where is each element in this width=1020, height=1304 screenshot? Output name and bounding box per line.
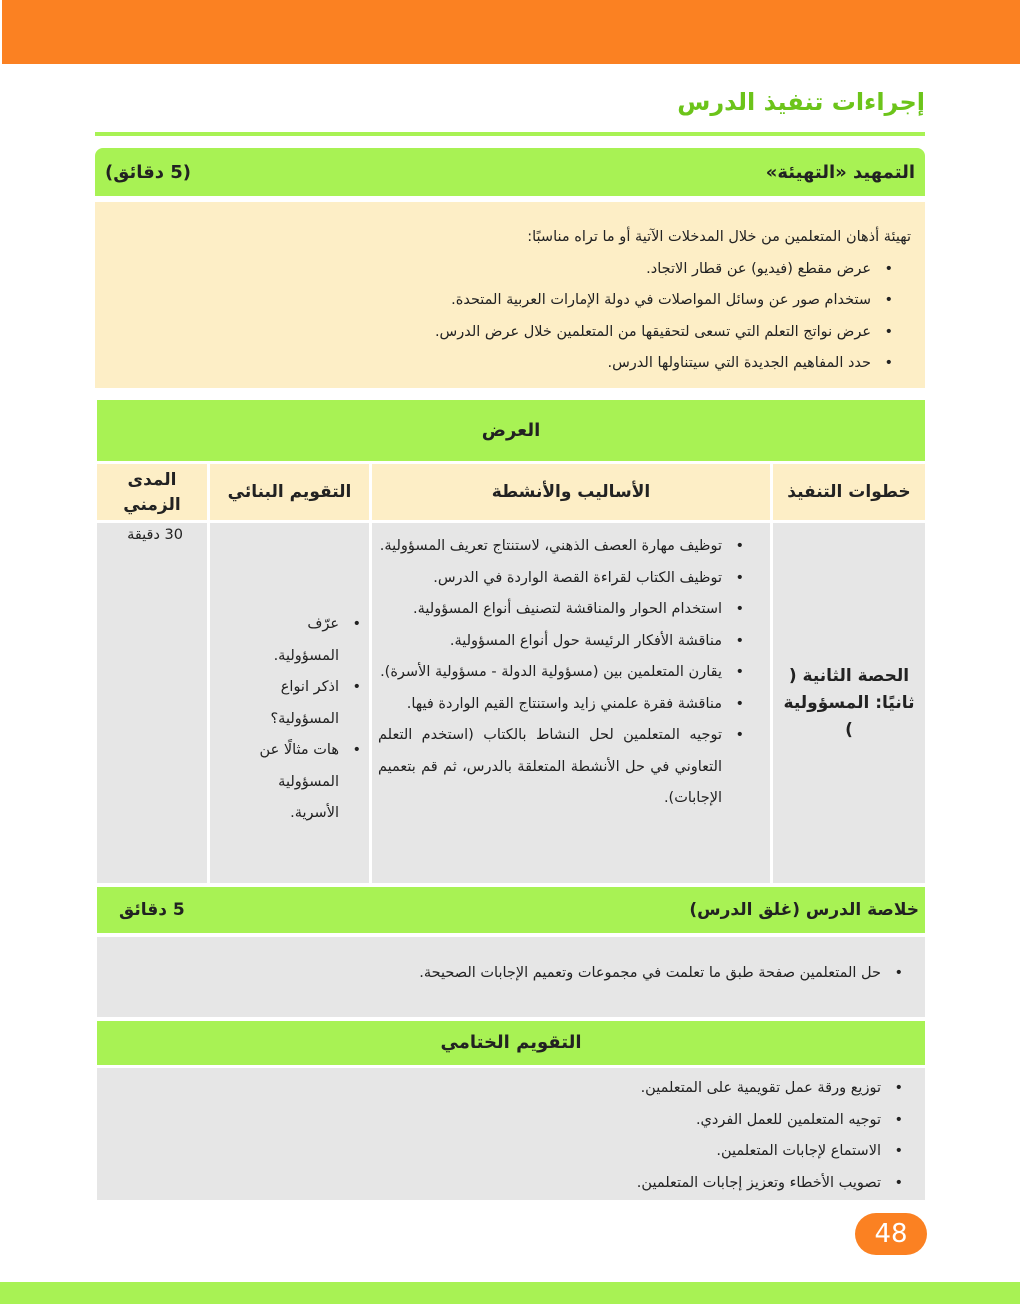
title-underline [95,132,925,136]
list-item: • استخدام الحوار والمناقشة لتصنيف أنواع المسؤولية. [378,594,748,626]
step-cell [773,523,925,883]
list-item: • عرّف المسؤولية. [240,609,365,672]
col-header-duration: المدى الزمني [97,464,207,520]
intro-header [95,148,925,196]
list-item: • اذكر انواع المسؤولية؟ [240,672,365,735]
duration-value: 30 دقيقة [127,527,183,543]
list-item: • مناقشة الأفكار الرئيسة حول أنواع المسؤولية. [378,626,748,658]
assessment-cell [210,523,369,883]
list-item: • حل المتعلمين صفحة طبق ما تعلمت في مجموعات وتعميم الإجابات الصحيحة. [97,965,907,981]
list-item: • توجيه المتعلمين للعمل الفردي. [97,1105,907,1137]
top-orange-bar [2,0,1020,64]
presentation-header: العرض [97,400,925,461]
list-item: • توظيف الكتاب لقراءة القصة الواردة في الدرس. [378,563,748,595]
list-item: • توجيه المتعلمين لحل النشاط بالكتاب (استخدم التعلم التعاوني في حل الأنشطة المتعلقة بالدرس، ثم قم بتعميم الإجابات). [378,720,748,815]
intro-duration: (5 دقائق) [105,161,192,183]
list-item: • يقارن المتعلمين بين (مسؤولية الدولة - مسؤولية الأسرة). [378,657,748,689]
col-header-assessment: التقويم البنائي [210,464,369,520]
intro-lead: تهيئة أذهان المتعلمين من خلال المدخلات الآتية أو ما تراه مناسبًا: [527,229,911,245]
page-number: 48 [855,1213,927,1255]
summary-header [97,887,925,933]
duration-cell [97,523,207,883]
list-item: • عرض مقطع (فيديو) عن قطار الاتجاد. [115,254,897,286]
list-item: • الاستماع لإجابات المتعلمين. [97,1136,907,1168]
summary-box [97,937,925,1017]
list-item: • توزيع ورقة عمل تقويمية على المتعلمين. [97,1073,907,1105]
step-label: الحصة الثانية ( ثانيًا: المسؤولية ) [783,665,915,740]
col-header-steps: خطوات التنفيذ [773,464,925,520]
list-item: • حدد المفاهيم الجديدة التي سيتناولها الدرس. [115,348,897,380]
page-title: إجراءات تنفيذ الدرس [677,88,925,116]
summary-duration: 5 دقائق [119,900,185,920]
list-item: • توظيف مهارة العصف الذهني، لاستنتاج تعريف المسؤولية. [378,531,748,563]
list-item: • عرض نواتج التعلم التي تسعى لتحقيقها من المتعلمين خلال عرض الدرس. [115,317,897,349]
activities-cell [372,523,770,883]
intro-box [95,202,925,388]
list-item: • تصويب الأخطاء وتعزيز إجابات المتعلمين. [97,1168,907,1200]
intro-title: التمهيد «التهيئة» [765,161,915,183]
bottom-green-bar [0,1282,1020,1304]
list-item: • هات مثالًا عن المسؤولية الأسرية. [240,735,365,830]
final-box [97,1068,925,1200]
col-header-activities: الأساليب والأنشطة [372,464,770,520]
list-item: • ستخدام صور عن وسائل المواصلات في دولة الإمارات العربية المتحدة. [115,285,897,317]
final-header: التقويم الختامي [97,1021,925,1065]
list-item: • مناقشة فقرة علمني زايد واستنتاج القيم الواردة فيها. [378,689,748,721]
summary-title: خلاصة الدرس (غلق الدرس) [689,900,919,920]
